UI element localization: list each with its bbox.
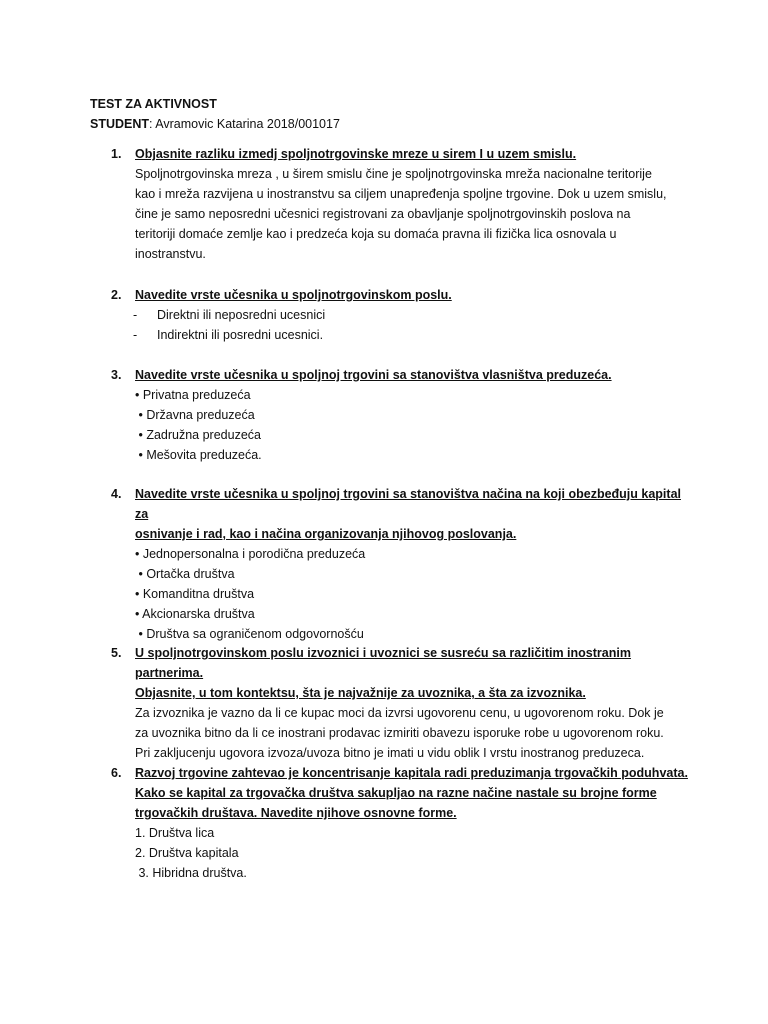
question-text: Kako se kapital za trgovačka društva sakupljao na razne načine nastale su brojne forme	[135, 786, 657, 800]
question-1	[111, 144, 691, 264]
answer-line: Pri zakljucenju ugovora izvoza/uvoza bitno je imati u vidu oblik I vrstu inostranog preduzeca.	[135, 746, 645, 760]
answer-line: čine je samo neposredni učesnici registrovani za obavljanje spoljnotrgovinskih poslova na	[135, 207, 631, 221]
answer-line: za uvoznika bitno da li ce inostrani prodavac izmiriti obavezu isporuke robe u ugovorenom roku.	[135, 726, 664, 740]
question-number: 1.	[111, 147, 122, 161]
list-item: • Ortačka društva	[135, 567, 235, 581]
answer-line: teritoriji domaće zemlje kao i predzeća koja su domaća pravna ili fizička lica osnovala u	[135, 227, 617, 241]
question-4	[111, 484, 691, 644]
student-label: STUDENT	[90, 117, 150, 131]
answer-list	[135, 305, 691, 345]
list-item: • Jednopersonalna i porodična preduzeća	[135, 547, 366, 561]
question-text: Navedite vrste učesnika u spoljnoj trgovini sa stanovištva vlasništva preduzeća.	[135, 368, 612, 382]
document-title: TEST ZA AKTIVNOST	[90, 97, 217, 111]
list-item	[133, 305, 691, 325]
answer-list	[135, 823, 691, 883]
list-item: • Zadružna preduzeća	[135, 428, 261, 442]
answer-list	[135, 385, 691, 465]
student-line	[90, 114, 340, 134]
question-3	[111, 365, 691, 465]
list-item-text: Direktni ili neposredni ucesnici	[157, 308, 326, 322]
question-number: 4.	[111, 487, 122, 501]
question-text: U spoljnotrgovinskom poslu izvoznici i uvoznici se susreću sa različitim inostranim partnerima.	[135, 646, 631, 680]
question-5	[111, 643, 691, 763]
list-item: • Privatna preduzeća	[135, 388, 251, 402]
list-item: • Akcionarska društva	[135, 607, 255, 621]
list-item: • Državna preduzeća	[135, 408, 255, 422]
question-number: 5.	[111, 646, 122, 660]
list-item	[133, 325, 691, 345]
question-number: 3.	[111, 368, 122, 382]
question-text: Navedite vrste učesnika u spoljnotrgovinskom poslu.	[135, 288, 452, 302]
question-text: Objasnite, u tom kontektsu, šta je najvažnije za uvoznika, a šta za izvoznika.	[135, 686, 586, 700]
answer-list	[135, 544, 691, 644]
question-number: 6.	[111, 766, 122, 780]
list-item: • Mešovita preduzeća.	[135, 448, 262, 462]
answer-line: kao i mreža razvijena u inostranstvu sa ciljem unapređenja spoljne trgovine. Dok u uzem smislu,	[135, 187, 667, 201]
question-text: Navedite vrste učesnika u spoljnoj trgovini sa stanovištva načina na koji obezbeđuju kapital za	[135, 487, 681, 521]
dash-marker: -	[133, 328, 138, 342]
question-text: osnivanje i rad, kao i načina organizovanja njihovog poslovanja.	[135, 527, 517, 541]
list-item-text: Indirektni ili posredni ucesnici.	[157, 328, 324, 342]
list-item: 3. Hibridna društva.	[135, 866, 247, 880]
question-text: Razvoj trgovine zahtevao je koncentrisanje kapitala radi preduzimanja trgovačkih poduhvata.	[135, 766, 688, 780]
question-2	[111, 285, 691, 345]
question-text: trgovačkih društava. Navedite njihove osnovne forme.	[135, 806, 457, 820]
question-6	[111, 763, 691, 883]
answer-line: Za izvoznika je vazno da li ce kupac moci da izvrsi ugovorenu cenu, u ugovorenom roku. Dok je	[135, 706, 664, 720]
list-item: 2. Društva kapitala	[135, 846, 239, 860]
answer-line: inostranstvu.	[135, 247, 206, 261]
list-item: • Društva sa ograničenom odgovornošću	[135, 627, 364, 641]
dash-marker: -	[133, 308, 138, 322]
answer-line: Spoljnotrgovinska mreza , u širem smislu čine je spoljnotrgovinska mreža nacionalne teritorije	[135, 167, 652, 181]
question-number: 2.	[111, 288, 122, 302]
document-header	[90, 94, 340, 134]
list-item: 1. Društva lica	[135, 826, 215, 840]
list-item: • Komanditna društva	[135, 587, 255, 601]
question-text: Objasnite razliku izmedj spoljnotrgovinske mreze u sirem I u uzem smislu.	[135, 147, 577, 161]
student-value: : Avramovic Katarina 2018/001017	[149, 117, 340, 131]
